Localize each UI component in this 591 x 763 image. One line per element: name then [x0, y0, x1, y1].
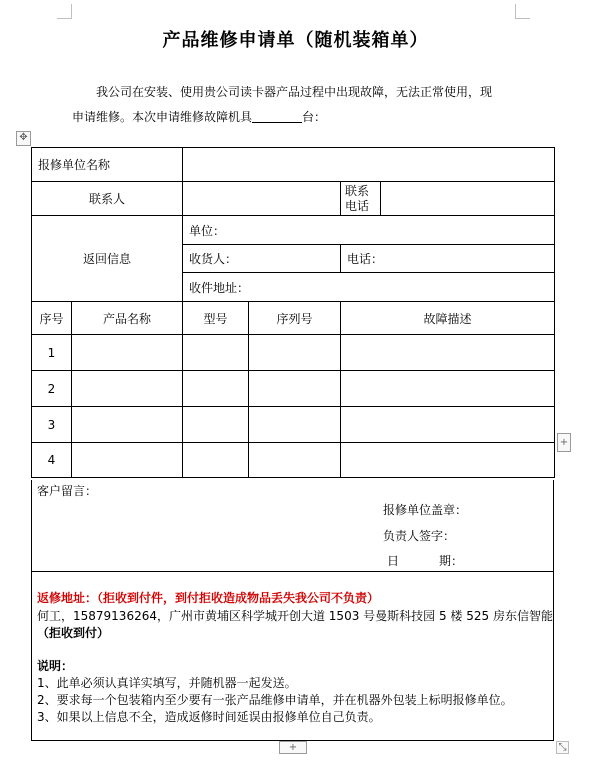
notes-heading: 说明： [37, 659, 74, 673]
product-table-header [32, 302, 555, 335]
contact-phone-field[interactable] [381, 182, 555, 216]
customer-note-label: 客户留言： [37, 484, 98, 498]
col-header-product-name: 产品名称 [72, 302, 183, 335]
col-header-model: 型号 [183, 302, 249, 335]
contact-person-label: 联系人 [32, 182, 183, 216]
page-corner-top-right [515, 4, 530, 19]
date-label-day: 日 [387, 554, 400, 568]
repair-request-table [31, 147, 555, 478]
table-row [32, 371, 555, 407]
intro-line-2-prefix: 申请维修。本次申请维修故障机具 [72, 110, 253, 124]
add-column-icon[interactable]: + [557, 433, 571, 452]
table-move-handle-icon[interactable]: ✥ [16, 131, 31, 146]
contact-person-field[interactable] [183, 182, 341, 216]
repair-unit-name-label: 报修单位名称 [32, 148, 183, 182]
return-unit-field[interactable] [183, 216, 555, 245]
product-name-cell[interactable] [72, 407, 183, 443]
col-header-fault-desc: 故障描述 [341, 302, 555, 335]
serial-cell[interactable] [249, 443, 341, 478]
model-cell[interactable] [183, 371, 249, 407]
row-number: 3 [32, 407, 72, 443]
contact-phone-label [341, 182, 381, 216]
receiver-phone-label: 电话： [347, 252, 384, 266]
model-cell[interactable] [183, 335, 249, 371]
contact-phone-label-line1: 联系 [345, 183, 370, 198]
table-row [32, 407, 555, 443]
return-address-text: 何工，15879136264，广州市黄埔区科学城开创大道 1503 号曼斯科技园 5 楼 525 房东信智能 [37, 609, 553, 623]
product-name-cell[interactable] [72, 371, 183, 407]
return-address-box [31, 571, 554, 741]
col-header-seq: 序号 [32, 302, 72, 335]
intro-line-1: 我公司在安装、使用贵公司读卡器产品过程中出现故障，无法正常使用，现 [96, 85, 493, 99]
serial-cell[interactable] [249, 407, 341, 443]
table-resize-icon[interactable]: ⤡ [556, 741, 569, 754]
document-title: 产品维修申请单（随机装箱单） [162, 30, 429, 51]
machine-count-blank[interactable] [252, 109, 302, 123]
fault-desc-cell[interactable] [341, 407, 555, 443]
table-row [32, 335, 555, 371]
return-address-heading: 返修地址： [37, 591, 98, 605]
return-address-warning: （拒收到付件，到付拒收造成物品丢失我公司不负责） [97, 591, 380, 605]
note-item-3: 3、如果以上信息不全，造成返修时间延误由报修单位自己负责。 [37, 710, 381, 724]
return-address-heading-line [37, 589, 379, 606]
intro-line-2-suffix: 台： [302, 110, 327, 124]
fault-desc-cell[interactable] [341, 371, 555, 407]
intro-line-2 [72, 104, 326, 131]
delivery-address-label: 收件地址： [189, 280, 250, 295]
receiver-phone-field[interactable] [341, 245, 555, 273]
note-item-2: 2、要求每一个包装箱内至少要有一张产品维修申请单，并在机器外包装上标明报修单位。 [37, 693, 513, 707]
receiver-label: 收货人： [189, 252, 238, 266]
row-number: 1 [32, 335, 72, 371]
return-address-note: （拒收到付） [37, 626, 110, 640]
col-header-serial: 序列号 [249, 302, 341, 335]
receiver-field[interactable] [183, 245, 341, 273]
table-row [32, 443, 555, 478]
repair-unit-name-field[interactable] [183, 148, 555, 182]
delivery-address-field[interactable] [183, 273, 555, 302]
customer-remarks-box[interactable] [31, 480, 554, 572]
product-name-cell[interactable] [72, 443, 183, 478]
contact-phone-label-line2: 电话 [345, 198, 370, 213]
product-name-cell[interactable] [72, 335, 183, 371]
add-row-icon[interactable]: + [279, 741, 307, 754]
note-item-1: 1、此单必须认真详实填写，并随机器一起发送。 [37, 676, 297, 690]
return-info-label: 返回信息 [32, 216, 183, 302]
model-cell[interactable] [183, 407, 249, 443]
return-unit-label: 单位： [189, 223, 226, 238]
date-label-period: 期： [439, 554, 464, 568]
seal-label: 报修单位盖章： [383, 503, 468, 517]
page-corner-top-left [57, 4, 72, 19]
serial-cell[interactable] [249, 335, 341, 371]
fault-desc-cell[interactable] [341, 335, 555, 371]
signature-label: 负责人签字： [383, 529, 456, 543]
model-cell[interactable] [183, 443, 249, 478]
row-number: 4 [32, 443, 72, 478]
serial-cell[interactable] [249, 371, 341, 407]
row-number: 2 [32, 371, 72, 407]
fault-desc-cell[interactable] [341, 443, 555, 478]
